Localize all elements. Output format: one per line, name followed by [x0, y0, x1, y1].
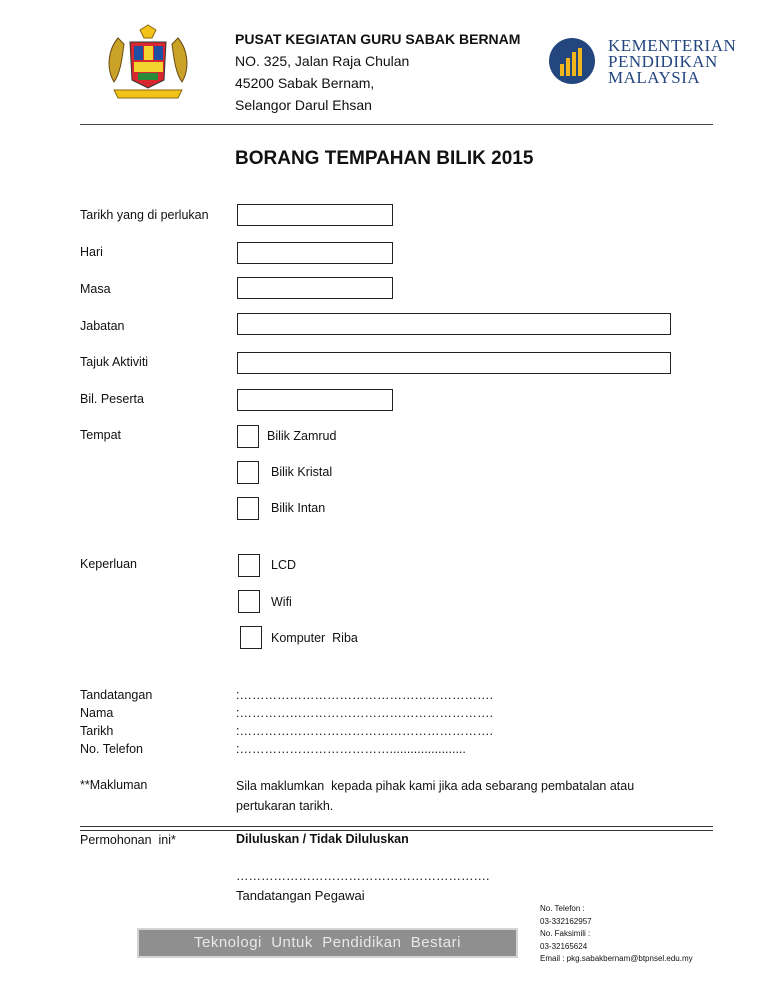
makluman-label: **Makluman: [80, 778, 148, 792]
address-line-2: 45200 Sabak Bernam,: [235, 75, 375, 91]
komputer-riba-checkbox[interactable]: [240, 626, 262, 649]
peserta-label: Bil. Peserta: [80, 392, 144, 406]
bilik-zamrud-label: Bilik Zamrud: [267, 429, 337, 443]
malaysia-crest-logo: [100, 24, 196, 104]
makluman-text: [236, 776, 696, 816]
signature-lines: [236, 686, 493, 758]
bilik-intan-label: Bilik Intan: [271, 501, 326, 515]
header-divider: [80, 124, 713, 125]
permohonan-label: Permohonan ini*: [80, 833, 176, 847]
officer-sign-label: Tandatangan Pegawai: [236, 888, 365, 903]
footer-banner: [137, 928, 518, 958]
lcd-label: LCD: [271, 558, 297, 572]
bilik-intan-checkbox[interactable]: [237, 497, 259, 520]
address-line-1: NO. 325, Jalan Raja Chulan: [235, 53, 410, 69]
bilik-kristal-checkbox[interactable]: [237, 461, 259, 484]
org-name: PUSAT KEGIATAN GURU SABAK BERNAM: [235, 31, 521, 47]
wifi-checkbox[interactable]: [238, 590, 260, 613]
hari-label: Hari: [80, 245, 103, 259]
address-line-3: Selangor Darul Ehsan: [235, 97, 372, 113]
footer-contact: [540, 903, 693, 966]
email-text: Email : pkg.sabakbernam@btpnsel.edu.my: [540, 954, 693, 963]
signature-labels: [80, 686, 152, 758]
makluman-line-1: Sila maklumkan kepada pihak kami jika ada sebarang pembatalan atau: [236, 779, 635, 793]
nama-line[interactable]: :…………………………………………………….: [236, 706, 493, 720]
masa-label: Masa: [80, 282, 111, 296]
faks-caption: No. Faksimili :: [540, 929, 591, 938]
kpm-line-3: MALAYSIA: [608, 68, 701, 87]
officer-sign-line[interactable]: …………………………………………………….: [236, 869, 490, 883]
jabatan-input[interactable]: [237, 313, 671, 335]
approval-divider-bottom: [80, 830, 713, 831]
bilik-kristal-label: Bilik Kristal: [271, 465, 333, 479]
tarikh-label: Tarikh yang di perlukan: [80, 208, 209, 222]
jabatan-label: Jabatan: [80, 319, 125, 333]
bilik-zamrud-checkbox[interactable]: [237, 425, 259, 448]
telefon-caption: No. Telefon :: [540, 904, 585, 913]
kpm-wordmark: [608, 38, 736, 86]
tarikh-line[interactable]: :…………………………………………………….: [236, 724, 493, 738]
footer-banner-text: Teknologi Untuk Pendidikan Bestari: [194, 934, 461, 951]
kpm-line-1: KEMENTERIAN: [608, 36, 737, 55]
tajuk-label: Tajuk Aktiviti: [80, 355, 149, 369]
form-title: BORANG TEMPAHAN BILIK 2015: [235, 148, 534, 169]
telefon-label: No. Telefon: [80, 742, 144, 756]
tandatangan-label: Tandatangan: [80, 688, 153, 702]
komputer-riba-label: Komputer Riba: [271, 631, 358, 645]
tarikh-sign-label: Tarikh: [80, 724, 114, 738]
faks-number: 03-32165624: [540, 941, 588, 951]
makluman-line-2: pertukaran tarikh.: [236, 799, 334, 813]
lcd-checkbox[interactable]: [238, 554, 260, 577]
masa-input[interactable]: [237, 277, 393, 299]
kpm-line-2: PENDIDIKAN: [608, 52, 718, 71]
header-address-block: [235, 28, 520, 116]
approval-divider-top: [80, 826, 713, 827]
telefon-number: 03-332162957: [540, 916, 592, 926]
tajuk-input[interactable]: [237, 352, 671, 374]
telefon-line[interactable]: :………………………………......................: [236, 742, 466, 756]
keperluan-label: Keperluan: [80, 557, 137, 571]
wifi-label: Wifi: [271, 595, 292, 609]
approval-status: Diluluskan / Tidak Diluluskan: [236, 832, 409, 846]
kpm-logo-icon: [548, 36, 596, 86]
tempat-label: Tempat: [80, 428, 121, 442]
peserta-input[interactable]: [237, 389, 393, 411]
hari-input[interactable]: [237, 242, 393, 264]
tarikh-input[interactable]: [237, 204, 393, 226]
tandatangan-line[interactable]: :…………………………………………………….: [236, 688, 493, 702]
nama-label: Nama: [80, 706, 114, 720]
